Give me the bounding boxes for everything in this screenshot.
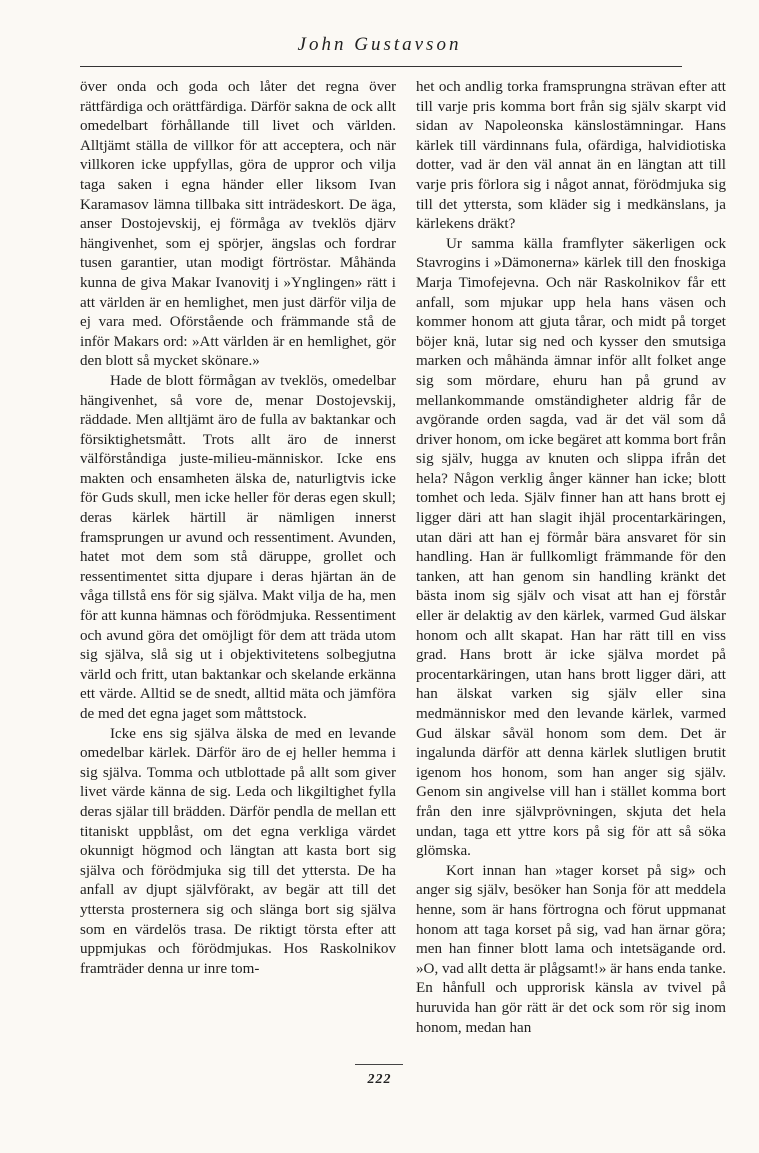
page-number-rule xyxy=(355,1064,403,1065)
paragraph: Kort innan han »tager korset på sig» och anger sig själv, besöker han Sonja för att meddela henne, som är hans förtrogna och förut uppmanat honom att taga korset på sig, vad han ärnar göra; men han finner blott lama och intetsägande ord. »O, vad allt detta är plågsamt!» är hans enda tanke. En hånfull och upprorisk känsla av tvivel på huruvida han gör rätt är det ock som rör sig inom honom, medan han xyxy=(416,862,726,1036)
paragraph: Hade de blott förmågan av tveklös, omedelbar hängivenhet, så vore de, menar Dostojevskij, räddade. Men alltjämt äro de fulla av baktankar och försiktighetsmått. Trots allt äro de innerst välförståndiga juste-milieu-människor. Icke ens makten och ensamheten älska de, naturligtvis icke för Guds skull, men icke heller för deras egen skull; deras kärlek härtill är nämligen innerst framsprungen ur avund och ressentiment. Avunden, hatet mot dem som stå däruppe, grollet och ressentimentet sitta djupare i deras hjärtan än de våga tillstå ens för sig själva. Makt vilja de ha, men för att kunna hämnas och förödmjuka. Ressentiment och avund göra det omöjligt för dem att träda utom sig själva, slå sig ut i objektivitetens solbegjutna värld och fritt, utan baktankar och skelande erkänna ett värde. Alltid se de snedt, alltid mäta och jämföra de med det egna jaget som måttstock. xyxy=(80,372,396,722)
paragraph: het och andlig torka framsprungna strävan efter att till varje pris komma bort från sig själv skarpt vid sidan av Napoleonska känslostämningar. Hans kärlek till värdinnans fula, ofärdiga, halvidiotiska dotter, vad är den väl annat än en längtan att till varje pris förlora sig i något annat, förödmjuka sig till det yttersta, som kläder sig i medkänslans, ja kärlekens dräkt? xyxy=(416,79,726,233)
running-head-author: John Gustavson xyxy=(297,34,462,55)
page-number: 222 xyxy=(367,1072,392,1087)
paragraph: över onda och goda och låter det regna över rättfärdiga och orättfärdiga. Därför sakna de ock allt omedelbart förhållande till livet och världen. Alltjämt ställa de villkor för att acceptera, och när villkoren icke uppfyllas, göra de uppror och vilja taga saken i egna händer eller liksom Ivan Karamasov lämna tillbaka sitt inträdeskort. De äga, anser Dostojevskij, ej förmåga av tveklös djärv hängivenhet, som ej spörjer, ängslas och fordrar tusen garantier, utan modigt förtröstar. Måhända kunna de giva Makar Ivanovitj i »Ynglingen» rätt i att världen är en hemlighet, men just därför vilja de ej vara med. Oförstående och främmande stå de inför Makars ord: »Att världen är en hemlighet, gör den blott så mycket skönare.» xyxy=(80,79,396,370)
right-text-column xyxy=(416,78,726,1038)
left-text-column xyxy=(80,78,396,979)
paragraph: Ur samma källa framflyter säkerligen ock Stavrogins i »Dämonerna» kärlek till den fnoskiga Marja Timofejevna. Och när Raskolnikov får ett anfall, som mjukar upp hela hans väsen och kommer honom att gjuta tårar, och midt på torget böjer knä, lutar sig ned och kysser den smutsiga marken och måhända ämnar inför allt folket ange sig som mördare, ehuru han på grund av mellankommande omständigheter aldrig får de avgörande orden sagda, vad är det väl som då driver honom, om icke begäret att komma bort från sig själv, hugga av knuten och slippa ifrån det hela? Någon verklig ånger känner han icke; blott tomhet och leda. Själv finner han att hans brott ej ligger däri att han slagit ihjäl procentarkäringen, utan däri att han ej förmår bära ansvaret för sin handling. Han är fullkomligt främmande för den tanken, att han genom sin handling kränkt det bästa inom sig själv och visat att han ej förstår eller är delaktig av den kärlek, varmed Gud älskar honom och allt skapat. Han har rätt till en viss grad. Hans brott är icke själva mordet på procentarkäringen, utan hans brott ligger däri, att han älskat varken sig själv eller sina medmänniskor med den levande kärlek, varmed Gud älskar såväl honom som dem. Det är ingalunda därför att denna kärlek slutligen brutit igenom hos honom, som han anger sig själv. Genom sin angivelse vill han i stället komma bort från den inre självprövningen, skjuta det hela undan, taga ett yttre kors på sig för att så söka glömska. xyxy=(416,235,726,860)
header-rule xyxy=(80,66,682,67)
paragraph: Icke ens sig själva älska de med en levande omedelbar kärlek. Därför äro de ej heller hemma i sig själva. Tomma och utblottade på allt som giver livet värde känna de sig. Leda och likgiltighet fylla deras själar till brädden. Därför pendla de mellan ett titaniskt uppblåst, om det egna verkliga värdet okunnigt högmod och längtan att kasta bort sig själva och förödmjuka sig till det yttersta. De ha anfall av djupt självförakt, av begär att till det yttersta prosternera sig och slänga bort sig själva som en värdelös trasa. De riktigt törsta efter att uppmjukas och förödmjukas. Hos Raskolnikov framträder denna ur inre tom- xyxy=(80,725,396,977)
